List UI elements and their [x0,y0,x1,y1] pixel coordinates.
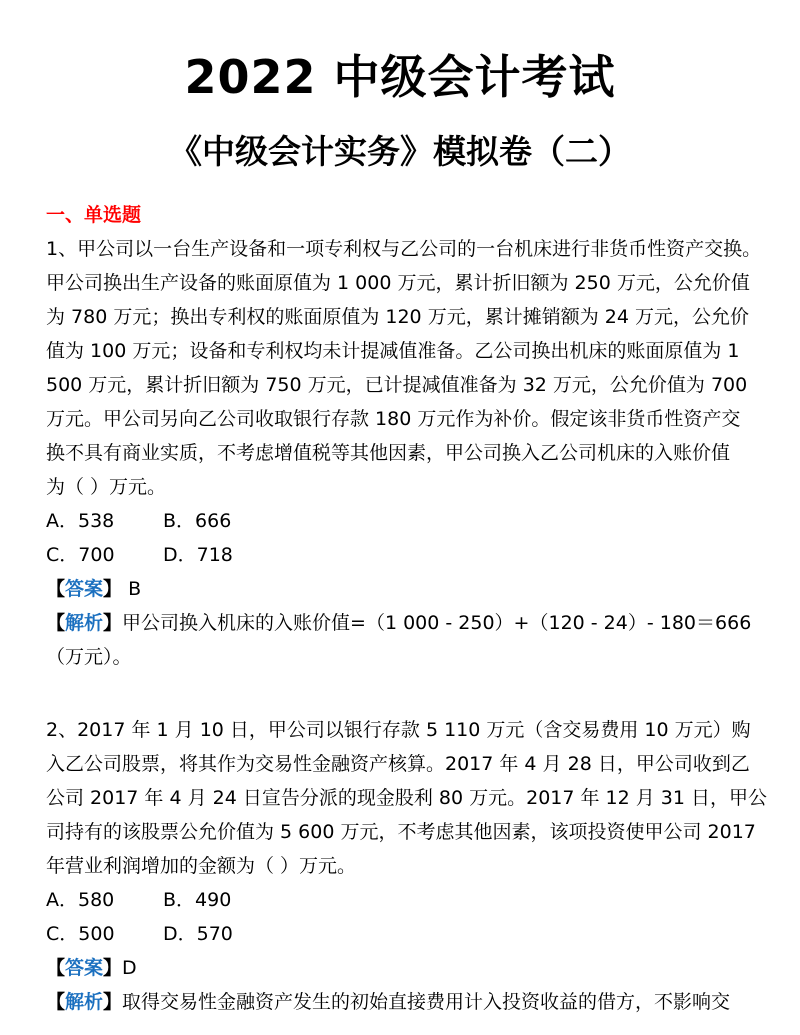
answer-label: 答案 [65,578,104,600]
question-text-line: 500 万元，累计折旧额为 750 万元，已计提减值准备为 32 万元，公允价值为 700 [46,374,748,396]
label-open-bracket: 【 [46,991,66,1013]
analysis-text: 甲公司换入机床的入账价值=（1 000 - 250）+（120 - 24）- 180＝666 [122,612,752,634]
option-b: B．490 [163,889,232,911]
document-subtitle: 《中级会计实务》模拟卷（二） [169,132,631,171]
question-text-line: 1、甲公司以一台生产设备和一项专利权与乙公司的一台机床进行非货币性资产交换。 [46,238,762,260]
label-close-bracket: 】 [103,957,123,979]
analysis-text-line: （万元）。 [46,646,132,668]
question-text-line: 司持有的该股票公允价值为 5 600 万元，不考虑其他因素，该项投资使甲公司 2017 [46,821,756,843]
label-open-bracket: 【 [46,957,66,979]
option-a: A．538 [46,510,115,532]
label-open-bracket: 【 [46,612,66,634]
answer-line [46,951,760,985]
question-text-line: 2、2017 年 1 月 10 日，甲公司以银行存款 5 110 万元（含交易费用 10 万元）购 [46,719,751,741]
options-row [46,883,760,917]
options-row [46,538,760,572]
label-close-bracket: 】 [103,578,123,600]
question-2 [46,713,768,1019]
label-open-bracket: 【 [46,578,66,600]
option-d: D．718 [163,544,233,566]
answer-label: 答案 [65,957,104,979]
question-text-line: 万元。甲公司另向乙公司收取银行存款 180 万元作为补价。假定该非货币性资产交 [46,408,741,430]
options-row [46,504,760,538]
option-b: B．666 [163,510,232,532]
option-a: A．580 [46,889,115,911]
options-row [46,917,760,951]
question-text-line: 公司 2017 年 4 月 24 日宣告分派的现金股利 80 万元。2017 年 12 月 31 日，甲公 [46,787,768,809]
question-text-line: 年营业利润增加的金额为（ ）万元。 [46,855,357,877]
analysis-text: 取得交易性金融资产发生的初始直接费用计入投资收益的借方，不影响交 [122,991,731,1013]
question-text-line: 入乙公司股票，将其作为交易性金融资产核算。2017 年 4 月 28 日，甲公司收到乙 [46,753,750,775]
option-c: C．700 [46,544,115,566]
analysis-line [46,985,760,1019]
label-close-bracket: 】 [103,991,123,1013]
answer-line [46,572,760,606]
option-d: D．570 [163,923,233,945]
question-text-line: 为 780 万元；换出专利权的账面原值为 120 万元，累计摊销额为 24 万元，公允价 [46,306,749,328]
question-text-line: 值为 100 万元；设备和专利权均未计提减值准备。乙公司换出机床的账面原值为 1 [46,340,740,362]
question-1 [46,232,760,674]
analysis-line [46,606,760,640]
question-text-line: 为（ ）万元。 [46,476,167,498]
label-close-bracket: 】 [103,612,123,634]
analysis-label: 解析 [65,612,104,634]
question-text-line: 换不具有商业实质，不考虑增值税等其他因素，甲公司换入乙公司机床的入账价值 [46,442,731,464]
analysis-label: 解析 [65,991,104,1013]
document-title: 2022 中级会计考试 [184,50,616,104]
option-c: C．500 [46,923,115,945]
answer-value: B [122,578,142,600]
section-heading: 一、单选题 [46,204,142,226]
answer-value: D [122,957,137,979]
question-text-line: 甲公司换出生产设备的账面原值为 1 000 万元，累计折旧额为 250 万元，公允价值 [46,272,750,294]
